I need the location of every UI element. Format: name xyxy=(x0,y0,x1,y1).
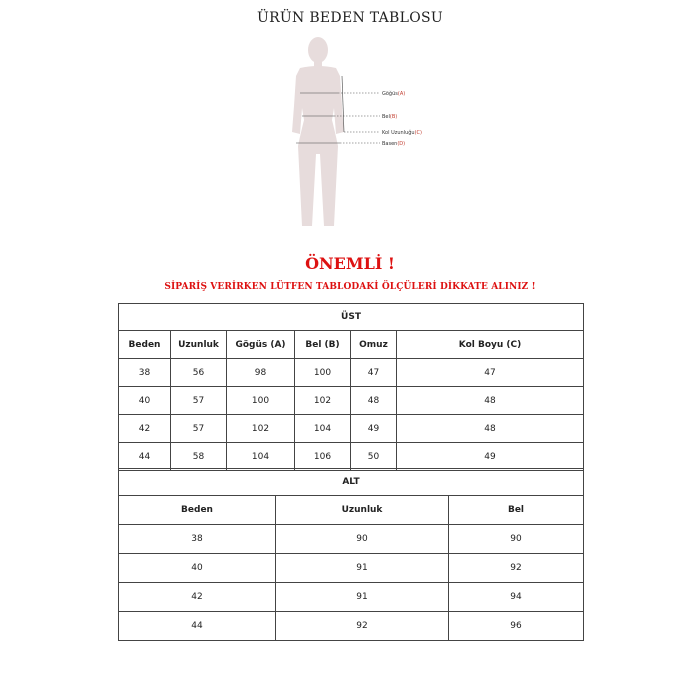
table-cell: 104 xyxy=(295,415,351,443)
table-cell: 38 xyxy=(119,359,171,387)
table-cell: 92 xyxy=(449,554,584,583)
table-cell: 106 xyxy=(295,443,351,471)
table-row xyxy=(119,387,584,415)
table-cell: 91 xyxy=(276,583,449,612)
label-kol-uzunlugu: Kol Uzunluğu(C) xyxy=(382,130,422,136)
header-row xyxy=(119,331,584,359)
section-row xyxy=(119,304,584,331)
label-basen: Basen(D) xyxy=(382,141,406,147)
table-cell: 102 xyxy=(227,415,295,443)
column-header: Kol Boyu (C) xyxy=(397,331,584,359)
alt-section-title: ALT xyxy=(119,469,584,496)
header-row xyxy=(119,496,584,525)
table-cell: 48 xyxy=(351,387,397,415)
body-measurement-figure xyxy=(270,36,450,236)
table-row xyxy=(119,525,584,554)
table-cell: 90 xyxy=(276,525,449,554)
table-cell: 47 xyxy=(351,359,397,387)
column-header: Bel xyxy=(449,496,584,525)
ust-section-title: ÜST xyxy=(119,304,584,331)
table-cell: 47 xyxy=(397,359,584,387)
table-row xyxy=(119,554,584,583)
table-cell: 44 xyxy=(119,443,171,471)
section-row xyxy=(119,469,584,496)
ust-size-table xyxy=(118,303,584,471)
column-header: Omuz xyxy=(351,331,397,359)
table-cell: 42 xyxy=(119,415,171,443)
table-cell: 42 xyxy=(119,583,276,612)
table-row xyxy=(119,443,584,471)
column-header: Beden xyxy=(119,496,276,525)
table-cell: 56 xyxy=(171,359,227,387)
warning-text: SİPARİŞ VERİRKEN LÜTFEN TABLODAKİ ÖLÇÜLERİ DİKKATE ALINIZ ! xyxy=(164,282,536,292)
page-title: ÜRÜN BEDEN TABLOSU xyxy=(256,10,444,26)
table-cell: 48 xyxy=(397,387,584,415)
table-cell: 100 xyxy=(295,359,351,387)
table-cell: 100 xyxy=(227,387,295,415)
table-cell: 57 xyxy=(171,387,227,415)
table-cell: 40 xyxy=(119,387,171,415)
table-row xyxy=(119,415,584,443)
body-silhouette-illustration xyxy=(270,36,450,236)
table-cell: 58 xyxy=(171,443,227,471)
table-cell: 49 xyxy=(397,443,584,471)
label-gogus: Göğüs(A) xyxy=(382,91,406,97)
table-cell: 44 xyxy=(119,612,276,641)
label-bel: Bel(B) xyxy=(382,114,398,120)
table-cell: 98 xyxy=(227,359,295,387)
table-cell: 94 xyxy=(449,583,584,612)
table-cell: 96 xyxy=(449,612,584,641)
table-cell: 38 xyxy=(119,525,276,554)
table-cell: 57 xyxy=(171,415,227,443)
table-cell: 90 xyxy=(449,525,584,554)
column-header: Beden xyxy=(119,331,171,359)
table-cell: 102 xyxy=(295,387,351,415)
important-heading: ÖNEMLİ ! xyxy=(305,254,395,273)
column-header: Uzunluk xyxy=(171,331,227,359)
table-cell: 50 xyxy=(351,443,397,471)
table-cell: 104 xyxy=(227,443,295,471)
column-header: Gögüs (A) xyxy=(227,331,295,359)
table-row xyxy=(119,583,584,612)
table-cell: 48 xyxy=(397,415,584,443)
column-header: Bel (B) xyxy=(295,331,351,359)
alt-size-table xyxy=(118,468,584,641)
column-header: Uzunluk xyxy=(276,496,449,525)
table-row xyxy=(119,612,584,641)
table-cell: 92 xyxy=(276,612,449,641)
table-cell: 49 xyxy=(351,415,397,443)
table-cell: 91 xyxy=(276,554,449,583)
table-row xyxy=(119,359,584,387)
table-cell: 40 xyxy=(119,554,276,583)
